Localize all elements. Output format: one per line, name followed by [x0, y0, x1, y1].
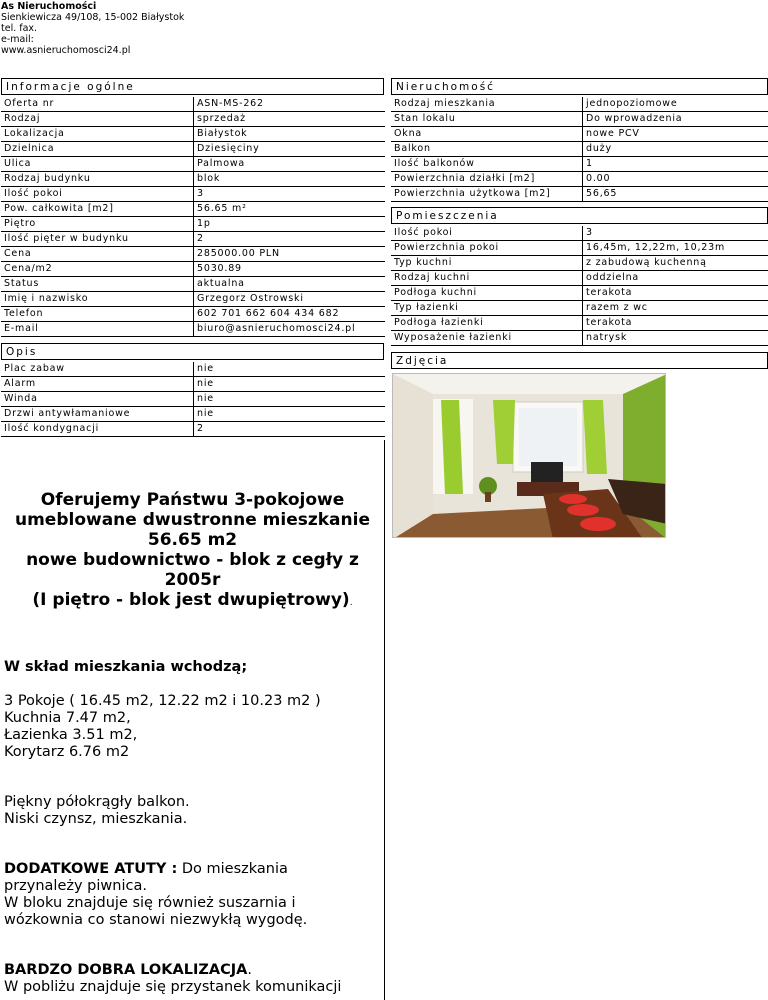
- apartment-photo-image: [393, 374, 666, 538]
- row-value: nowe PCV: [582, 127, 768, 142]
- section-description-title: Opis: [1, 343, 384, 360]
- row-label: Ilość pokoi: [1, 187, 193, 202]
- row-value: 5030.89: [193, 262, 385, 277]
- table-row: [1, 362, 385, 377]
- row-label: Winda: [1, 392, 193, 407]
- description-text: [1, 440, 385, 1000]
- table-row: [391, 187, 768, 202]
- section-property-title: Nieruchomość: [391, 78, 768, 95]
- row-value: oddzielna: [582, 271, 768, 286]
- row-value: aktualna: [193, 277, 385, 292]
- row-label: E-mail: [1, 322, 193, 337]
- agency-name: As Nieruchomości: [1, 1, 97, 12]
- row-label: Oferta nr: [1, 97, 193, 112]
- table-row: [391, 142, 768, 157]
- table-row: [1, 157, 385, 172]
- extras-line: wózkownia co stanowi niezwykłą wygodę.: [4, 912, 308, 928]
- table-row: [1, 422, 385, 437]
- row-label: Ilość pięter w budynku: [1, 232, 193, 247]
- table-row: [1, 217, 385, 232]
- row-value: 602 701 662 604 434 682: [193, 307, 385, 322]
- table-row: [1, 97, 385, 112]
- balcony-line: Piękny półokrągły balkon.: [4, 794, 190, 810]
- table-row: [391, 256, 768, 271]
- rooms-table: [391, 226, 768, 346]
- table-row: [391, 97, 768, 112]
- extras-line: przynależy piwnica.: [4, 878, 147, 894]
- extras-text: Do mieszkania: [177, 861, 288, 877]
- table-row: [1, 322, 385, 337]
- row-label: Imię i nazwisko: [1, 292, 193, 307]
- row-value: 56,65: [582, 187, 768, 202]
- apartment-photo[interactable]: [392, 373, 666, 538]
- row-value: razem z wc: [582, 301, 768, 316]
- agency-email: e-mail:: [1, 34, 34, 45]
- row-label: Drzwi antywłamaniowe: [1, 407, 193, 422]
- composition-line: Kuchnia 7.47 m2,: [4, 710, 131, 726]
- row-label: Ilość pokoi: [391, 226, 582, 241]
- location-tail: .: [247, 962, 252, 978]
- table-row: [1, 392, 385, 407]
- row-value: 56.65 m²: [193, 202, 385, 217]
- row-value: nie: [193, 362, 385, 377]
- row-label: Ulica: [1, 157, 193, 172]
- row-value: Palmowa: [193, 157, 385, 172]
- row-value: duży: [582, 142, 768, 157]
- table-row: [1, 292, 385, 307]
- row-label: Balkon: [391, 142, 582, 157]
- table-row: [391, 241, 768, 256]
- row-label: Podłoga kuchni: [391, 286, 582, 301]
- agency-website[interactable]: www.asnieruchomosci24.pl: [1, 45, 131, 56]
- row-label: Wyposażenie łazienki: [391, 331, 582, 346]
- row-value: 3: [582, 226, 768, 241]
- row-label: Cena/m2: [1, 262, 193, 277]
- table-row: [1, 247, 385, 262]
- composition-line: Korytarz 6.76 m2: [4, 744, 130, 760]
- row-label: Rodzaj: [1, 112, 193, 127]
- table-row: [1, 377, 385, 392]
- table-row: [391, 157, 768, 172]
- composition-line: 3 Pokoje ( 16.45 m2, 12.22 m2 i 10.23 m2 ): [4, 693, 321, 709]
- row-label: Typ kuchni: [391, 256, 582, 271]
- table-row: [1, 277, 385, 292]
- table-row: [391, 301, 768, 316]
- table-row: [391, 226, 768, 241]
- headline-line: Oferujemy Państwu 3-pokojowe: [40, 490, 345, 510]
- table-row: [391, 271, 768, 286]
- row-value: biuro@asnieruchomosci24.pl: [193, 322, 385, 337]
- row-value: sprzedaż: [193, 112, 385, 127]
- property-table: [391, 97, 768, 202]
- agency-address: Sienkiewicza 49/108, 15-002 Białystok: [1, 12, 185, 23]
- location-line: W pobliżu znajduje się przystanek komunikacji: [4, 979, 342, 995]
- row-value: nie: [193, 407, 385, 422]
- row-label: Dzielnica: [1, 142, 193, 157]
- table-row: [391, 286, 768, 301]
- table-row: [391, 316, 768, 331]
- row-label: Rodzaj kuchni: [391, 271, 582, 286]
- row-label: Stan lokalu: [391, 112, 582, 127]
- balcony-line: Niski czynsz, mieszkania.: [4, 811, 188, 827]
- row-label: Ilość kondygnacji: [1, 422, 193, 437]
- row-value: nie: [193, 392, 385, 407]
- row-label: Powierzchnia pokoi: [391, 241, 582, 256]
- headline-line: 2005r: [164, 570, 221, 590]
- row-label: Rodzaj budynku: [1, 172, 193, 187]
- row-value: ASN-MS-262: [193, 97, 385, 112]
- table-row: [1, 127, 385, 142]
- row-value: Białystok: [193, 127, 385, 142]
- table-row: [391, 172, 768, 187]
- headline-tail: .: [349, 598, 353, 608]
- row-value: Dziesięciny: [193, 142, 385, 157]
- row-value: blok: [193, 172, 385, 187]
- agency-header: [1, 1, 184, 56]
- row-label: Okna: [391, 127, 582, 142]
- table-row: [391, 127, 768, 142]
- row-label: Telefon: [1, 307, 193, 322]
- table-row: [1, 407, 385, 422]
- location-heading: BARDZO DOBRA LOKALIZACJA: [4, 962, 248, 978]
- row-value: Grzegorz Ostrowski: [193, 292, 385, 307]
- row-label: Rodzaj mieszkania: [391, 97, 582, 112]
- table-row: [1, 202, 385, 217]
- row-label: Pow. całkowita [m2]: [1, 202, 193, 217]
- row-label: Cena: [1, 247, 193, 262]
- row-value: jednopoziomowe: [582, 97, 768, 112]
- row-value: natrysk: [582, 331, 768, 346]
- table-row: [391, 331, 768, 346]
- row-label: Status: [1, 277, 193, 292]
- table-row: [1, 172, 385, 187]
- table-row: [1, 187, 385, 202]
- table-row: [1, 232, 385, 247]
- row-value: 3: [193, 187, 385, 202]
- row-label: Ilość balkonów: [391, 157, 582, 172]
- general-table: [1, 97, 385, 337]
- extras-heading: DODATKOWE ATUTY :: [4, 861, 178, 877]
- row-value: 2: [193, 422, 385, 437]
- row-label: Powierzchnia użytkowa [m2]: [391, 187, 582, 202]
- row-label: Typ łazienki: [391, 301, 582, 316]
- row-label: Lokalizacja: [1, 127, 193, 142]
- headline-line: nowe budownictwo - blok z cegły z: [26, 550, 359, 570]
- row-value: Do wprowadzenia: [582, 112, 768, 127]
- section-general-title: Informacje ogólne: [1, 78, 384, 95]
- composition-line: Łazienka 3.51 m2,: [4, 727, 138, 743]
- table-row: [1, 142, 385, 157]
- agency-phone: tel. fax.: [1, 23, 38, 34]
- row-value: 285000.00 PLN: [193, 247, 385, 262]
- row-label: Piętro: [1, 217, 193, 232]
- table-row: [1, 112, 385, 127]
- composition-heading: W skład mieszkania wchodzą;: [4, 659, 248, 675]
- row-value: terakota: [582, 316, 768, 331]
- table-row: [391, 112, 768, 127]
- row-value: 2: [193, 232, 385, 247]
- description-table: [1, 362, 385, 437]
- headline-line: (I piętro - blok jest dwupiętrowy): [32, 590, 350, 610]
- description-headline: [1, 490, 384, 613]
- row-value: 0.00: [582, 172, 768, 187]
- row-value: terakota: [582, 286, 768, 301]
- section-photos-title: Zdjęcia: [391, 352, 768, 369]
- table-row: [1, 262, 385, 277]
- headline-line: umeblowane dwustronne mieszkanie: [14, 510, 370, 530]
- table-row: [1, 307, 385, 322]
- row-value: nie: [193, 377, 385, 392]
- row-label: Plac zabaw: [1, 362, 193, 377]
- row-value: 1p: [193, 217, 385, 232]
- row-value: 1: [582, 157, 768, 172]
- row-value: 16,45m, 12,22m, 10,23m: [582, 241, 768, 256]
- extras-line: W bloku znajduje się również suszarnia i: [4, 895, 296, 911]
- row-label: Podłoga łazienki: [391, 316, 582, 331]
- row-label: Powierzchnia działki [m2]: [391, 172, 582, 187]
- section-rooms-title: Pomieszczenia: [391, 207, 768, 224]
- row-label: Alarm: [1, 377, 193, 392]
- row-value: z zabudową kuchenną: [582, 256, 768, 271]
- headline-line: 56.65 m2: [147, 530, 238, 550]
